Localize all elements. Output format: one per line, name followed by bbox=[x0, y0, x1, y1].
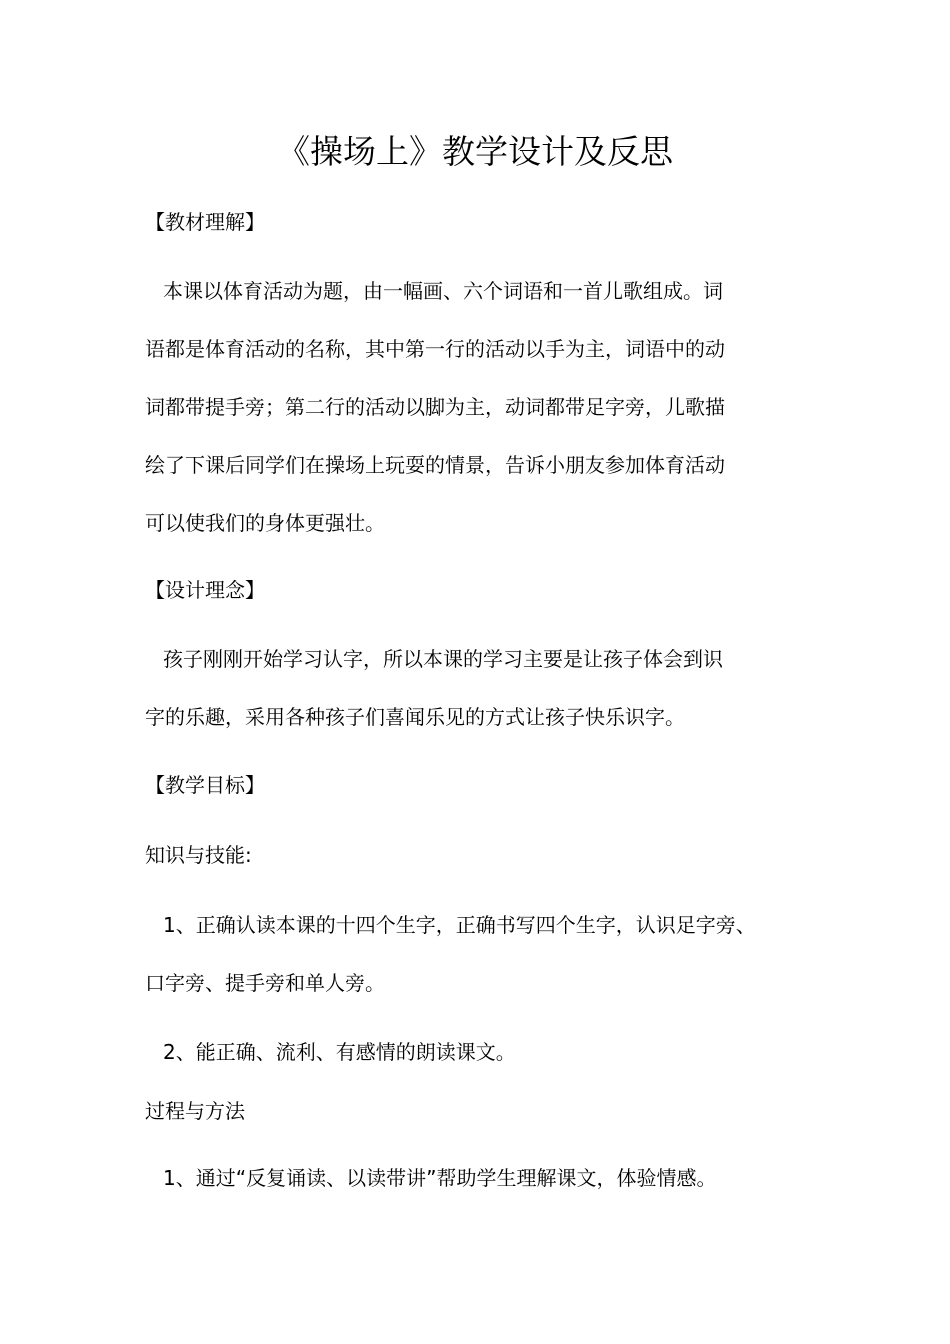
paragraph-line: 可以使我们的身体更强壮。 bbox=[145, 511, 385, 535]
paragraph-line: 语都是体育活动的名称，其中第一行的活动以手为主，词语中的动 bbox=[145, 337, 725, 361]
list-item-line: 口字旁、提手旁和单人旁。 bbox=[145, 971, 385, 995]
subheading-process: 过程与方法 bbox=[145, 1099, 245, 1123]
paragraph-line: 绘了下课后同学们在操场上玩耍的情景，告诉小朋友参加体育活动 bbox=[145, 453, 725, 477]
paragraph-line: 本课以体育活动为题，由一幅画、六个词语和一首儿歌组成。词 bbox=[163, 279, 723, 303]
list-item-line: 1、正确认读本课的十四个生字，正确书写四个生字，认识足字旁、 bbox=[163, 913, 756, 937]
subheading-knowledge: 知识与技能: bbox=[145, 843, 252, 867]
section-heading-goals: 【教学目标】 bbox=[145, 773, 265, 797]
paragraph-line: 字的乐趣，采用各种孩子们喜闻乐见的方式让孩子快乐识字。 bbox=[145, 705, 685, 729]
paragraph-line: 词都带提手旁；第二行的活动以脚为主，动词都带足字旁，儿歌描 bbox=[145, 395, 725, 419]
section-heading-concept: 【设计理念】 bbox=[145, 578, 265, 602]
document-title: 《操场上》教学设计及反思 bbox=[277, 132, 673, 171]
list-item: 1、通过“反复诵读、以读带讲”帮助学生理解课文，体验情感。 bbox=[163, 1166, 717, 1190]
list-item: 2、能正确、流利、有感情的朗读课文。 bbox=[163, 1040, 516, 1064]
section-heading-textbook: 【教材理解】 bbox=[145, 210, 265, 234]
paragraph-line: 孩子刚刚开始学习认字，所以本课的学习主要是让孩子体会到识 bbox=[163, 647, 723, 671]
